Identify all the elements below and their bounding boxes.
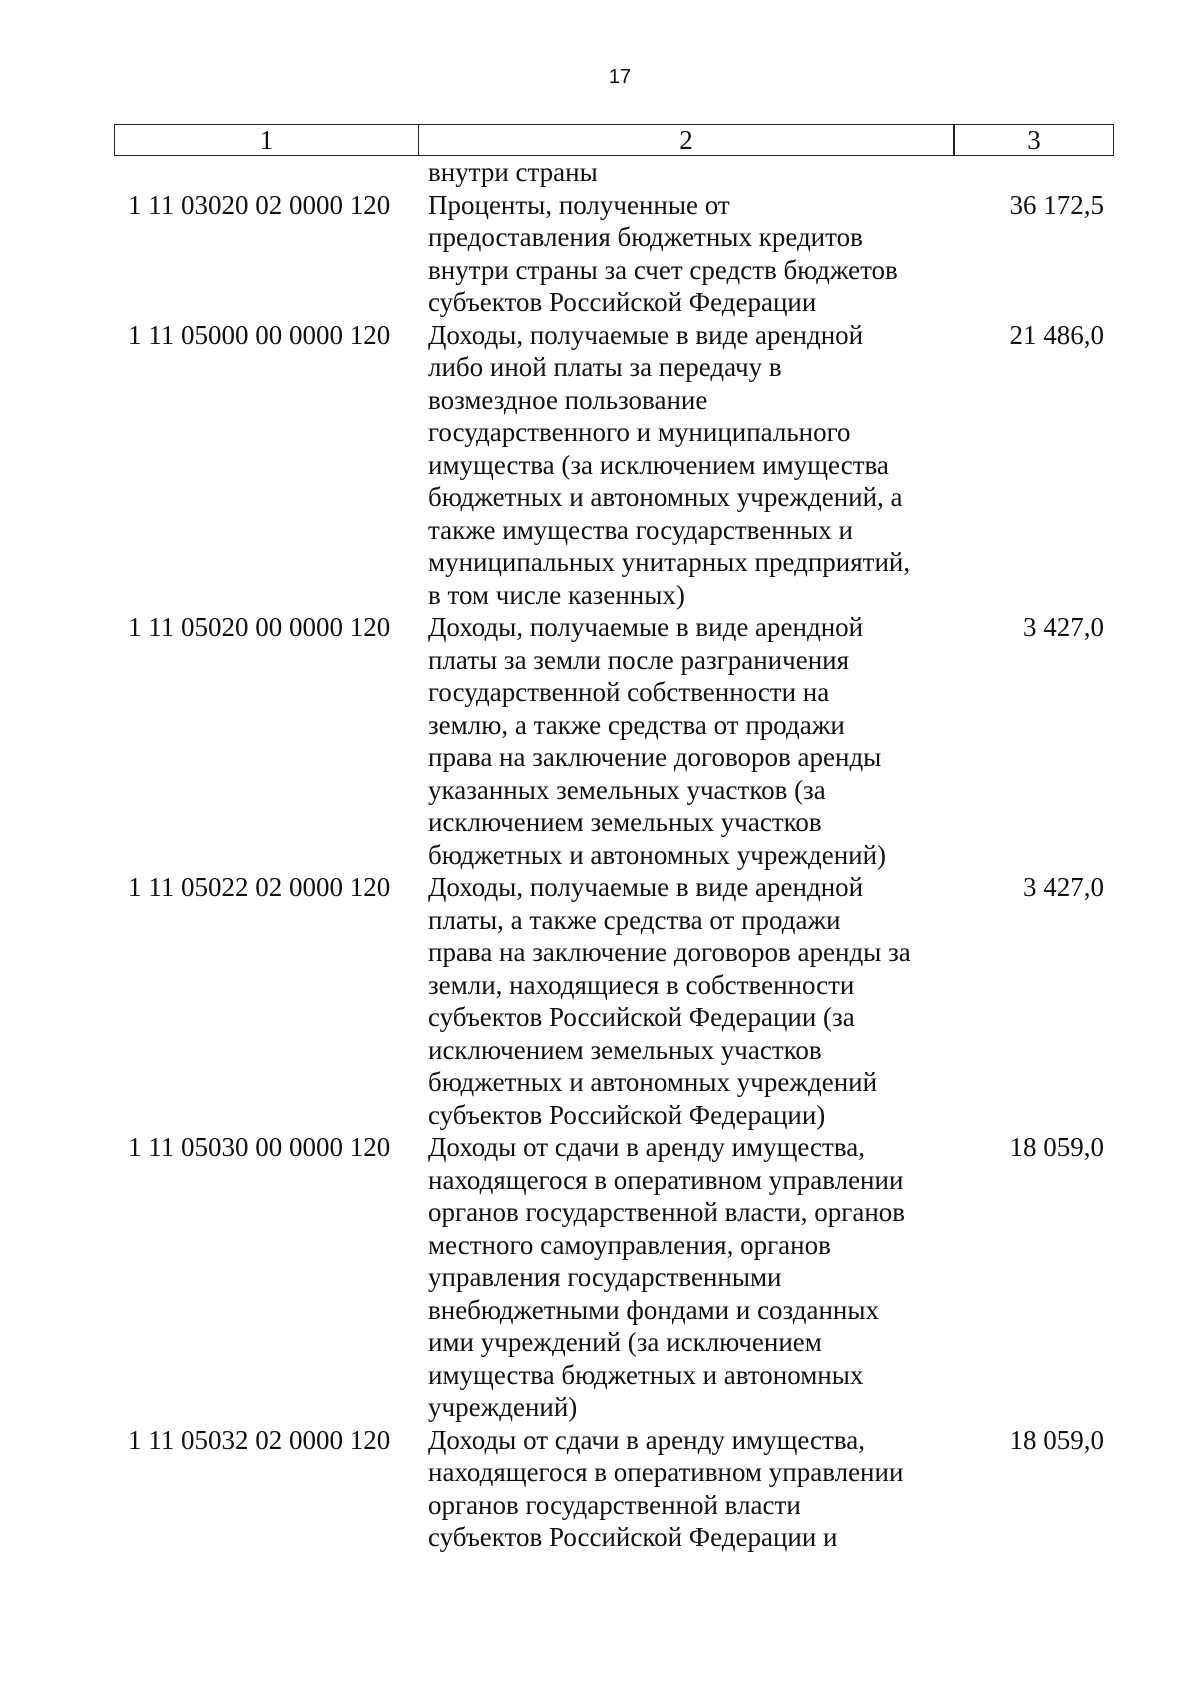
amount: 18 059,0 [1009,1132,1104,1162]
income-description: внутри страны [428,157,598,187]
budget-code: 1 11 05030 00 0000 120 [128,1132,391,1162]
table-body [114,156,1114,1554]
amount: 18 059,0 [1009,1424,1104,1455]
income-description: Доходы от сдачи в аренду имущества, находящегося в оперативном управлении органов государственной власти, органов местного самоуправления, органов управления государственными внебюджетными фондами и созданных ими учреждений (за исключением имущества бюджетных и автономных учреждений) [428,1132,906,1422]
amount [954,156,1114,189]
table-row [114,189,1114,319]
table-row [114,611,1114,871]
table-row [114,1424,1114,1554]
income-description: Проценты, полученные от предоставления бюджетных кредитов внутри страны за счет средств бюджетов субъектов Российской Федерации [428,189,898,317]
budget-code: 1 11 05000 00 0000 120 [128,319,391,350]
amount: 21 486,0 [1009,319,1104,350]
table-row [114,1131,1114,1424]
amount: 36 172,5 [1009,189,1104,220]
budget-code: 1 11 03020 02 0000 120 [128,189,391,220]
amount: 3 427,0 [1023,872,1104,902]
income-description: Доходы, получаемые в виде арендной либо иной платы за передачу в возмездное пользование государственного и муниципального имущества (за исключением имущества бюджетных и автономных учреждений, а также имущества государственных и муниципальных унитарных предприятий, в том числе казенных) [428,319,911,610]
income-description: Доходы, получаемые в виде арендной платы, а также средства от продажи права на заключение договоров аренды за земли, находящиеся в собственности субъектов Российской Федерации (за исключением земельных участков бюджетных и автономных учреждений субъектов Российской Федерации) [428,872,911,1130]
header-col-3: 3 [1027,124,1041,155]
budget-code: 1 11 05032 02 0000 120 [128,1424,391,1455]
budget-code [114,156,418,189]
table-row [114,319,1114,612]
table-row [114,156,1114,189]
table-header [114,124,1114,156]
amount: 3 427,0 [1023,612,1104,642]
page-number: 17 [608,66,632,88]
budget-code: 1 11 05022 02 0000 120 [128,872,391,902]
header-col-1: 1 [115,125,419,155]
budget-code: 1 11 05020 00 0000 120 [128,612,391,642]
header-col-2: 2 [419,125,955,155]
income-description: Доходы, получаемые в виде арендной платы за земли после разграничения государственной собственности на землю, а также средства от продажи права на заключение договоров аренды указанных земельных участков (за исключением земельных участков бюджетных и автономных учреждений) [428,612,887,870]
table-row [114,871,1114,1131]
income-description: Доходы от сдачи в аренду имущества, находящегося в оперативном управлении органов государственной власти субъектов Российской Федерации и [428,1424,904,1552]
